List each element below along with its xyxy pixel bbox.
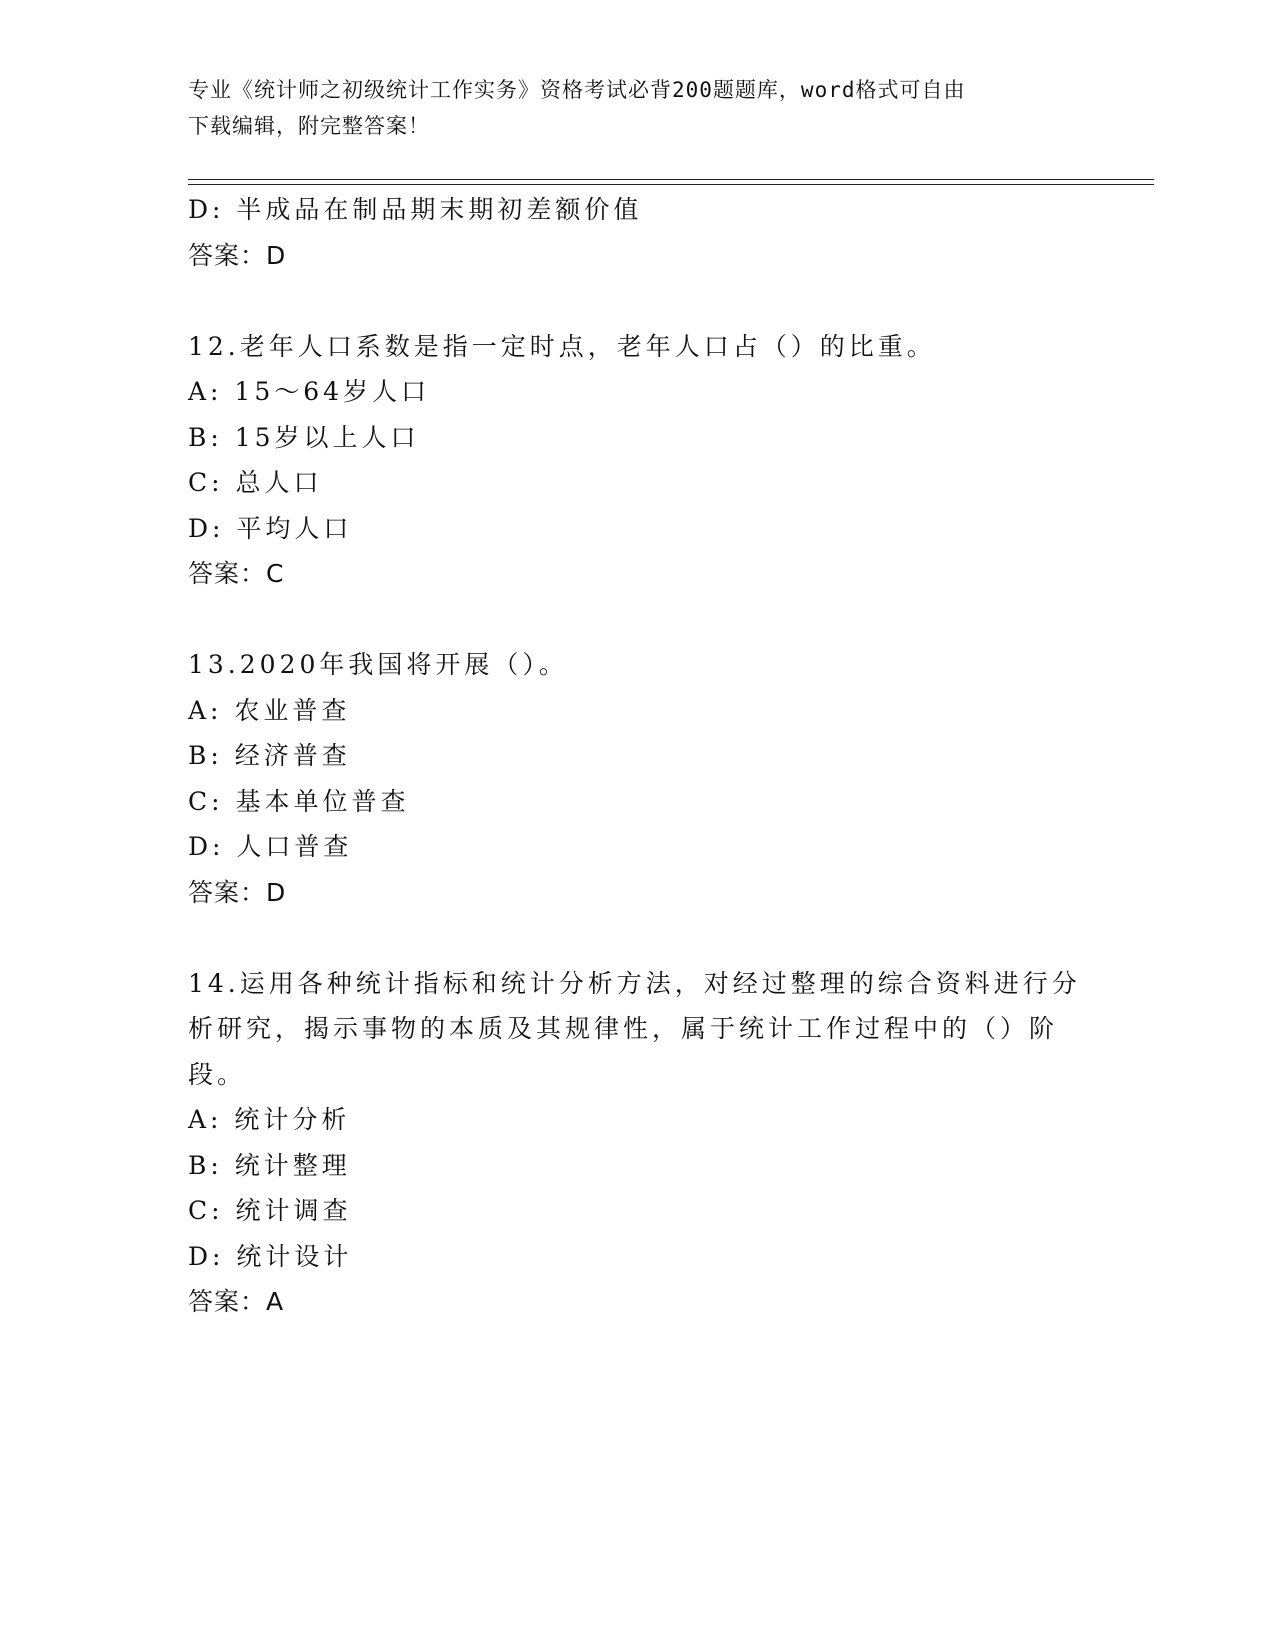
- prev-option-d: D: 半成品在制品期末期初差额价值: [188, 195, 643, 224]
- prev-answer: 答案：D: [188, 240, 287, 270]
- option-d: D: 平均人口: [188, 513, 353, 543]
- option-a: A: 统计分析: [188, 1105, 351, 1134]
- question-14: [188, 961, 1088, 1325]
- option-d: D: 统计设计: [188, 1241, 353, 1271]
- document-body: [188, 187, 1088, 1325]
- question-stem-line-2: 析研究，揭示事物的本质及其规律性，属于统计工作过程中的（）阶: [188, 1014, 1059, 1043]
- option-c: C: 总人口: [188, 468, 323, 497]
- option-d: D: 人口普查: [188, 832, 353, 861]
- option-c: C: 统计调查: [188, 1196, 352, 1225]
- question-stem: 12.老年人口系数是指一定时点，老年人口占（）的比重。: [188, 331, 936, 361]
- answer: 答案：D: [188, 877, 287, 907]
- header-divider-bottom: [188, 184, 1154, 185]
- document-header: [188, 72, 1088, 144]
- question-stem: 13.2020年我国将开展（）。: [188, 650, 568, 679]
- question-stem-line-1: 14.运用各种统计指标和统计分析方法，对经过整理的综合资料进行分: [188, 968, 1081, 998]
- option-b: B: 15岁以上人口: [188, 422, 420, 452]
- option-a: A: 农业普查: [188, 695, 351, 725]
- option-b: B: 统计整理: [188, 1150, 351, 1180]
- question-13: [188, 642, 1088, 915]
- answer: 答案：C: [188, 559, 285, 588]
- option-c: C: 基本单位普查: [188, 786, 410, 816]
- answer: 答案：A: [188, 1287, 285, 1316]
- option-a: A: 15～64岁人口: [188, 377, 431, 406]
- header-line-1: 专业《统计师之初级统计工作实务》资格考试必背200题题库，word格式可自由: [188, 78, 966, 102]
- option-b: B: 经济普查: [188, 741, 351, 770]
- header-line-2: 下载编辑，附完整答案！: [188, 114, 430, 138]
- header-divider-top: [188, 179, 1154, 180]
- question-12: [188, 324, 1088, 597]
- question-stem-line-3: 段。: [188, 1059, 247, 1089]
